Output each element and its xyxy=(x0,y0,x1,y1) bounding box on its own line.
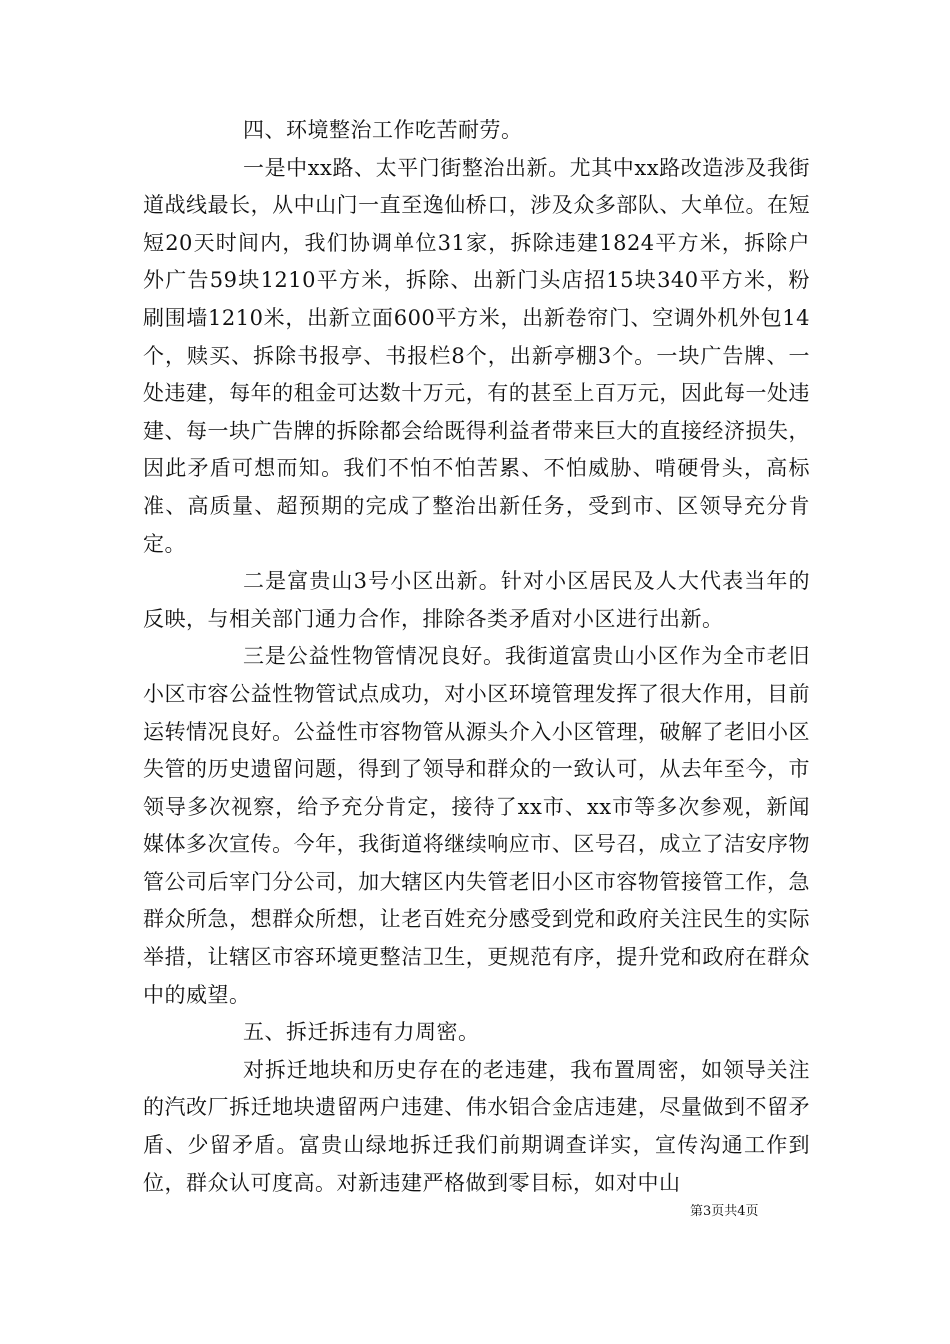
page-number-footer: 第3页共4页 xyxy=(690,1204,759,1219)
paragraph-public-property-management: 三是公益性物管情况良好。我街道富贵山小区作为全市老旧小区市容公益性物管试点成功，对小区环境管理发挥了很大作用，目前运转情况良好。公益性市容物管从源头介入小区管理，破解了老旧小区失管的历史遗留问题，得到了领导和群众的一致认可，从去年至今，市领导多次视察，给予充分肯定，接待了xx市、xx市等多次参观，新闻媒体多次宣传。今年，我街道将继续响应市、区号召，成立了洁安序物管公司后宰门分公司，加大辖区内失管老旧小区市容物管接管工作，急群众所急，想群众所想，让老百姓充分感受到党和政府关注民生的实际举措，让辖区市容环境更整洁卫生，更规范有序，提升党和政府在群众中的威望。 xyxy=(143,644,810,1007)
section-heading-demolition: 五、拆迁拆违有力周密。 xyxy=(243,1020,480,1045)
paragraph-demolition-details: 对拆迁地块和历史存在的老违建，我布置周密，如领导关注的汽改厂拆迁地块遗留两户违建、伟水铝合金店违建，尽量做到不留矛盾、少留矛盾。富贵山绿地拆迁我们前期调查详实，宣传沟通工作到位，群众认可度高。对新违建严格做到零目标，如对中山 xyxy=(143,1057,810,1195)
document-body xyxy=(143,112,810,1202)
section-heading-environment: 四、环境整治工作吃苦耐劳。 xyxy=(243,118,523,142)
paragraph-road-renovation: 一是中xx路、太平门街整治出新。尤其中xx路改造涉及我街道战线最长，从中山门一直至逸仙桥口，涉及众多部队、大单位。在短短20天时间内，我们协调单位31家，拆除违建1824平方米，拆除户外广告59块1210平方米，拆除、出新门头店招15块340平方米，粉刷围墙1210米，出新立面600平方米，出新卷帘门、空调外机外包14个，赎买、拆除书报亭、书报栏8个，出新亭棚3个。一块广告牌、一处违建，每年的租金可达数十万元，有的甚至上百万元，因此每一处违建、每一块广告牌的拆除都会给既得利益者带来巨大的直接经济损失，因此矛盾可想而知。我们不怕不怕苦累、不怕威胁、啃硬骨头，高标准、高质量、超预期的完成了整治出新任务，受到市、区领导充分肯定。 xyxy=(143,155,810,556)
paragraph-fuguishan-community: 二是富贵山3号小区出新。针对小区居民及人大代表当年的反映，与相关部门通力合作，排除各类矛盾对小区进行出新。 xyxy=(143,569,810,631)
